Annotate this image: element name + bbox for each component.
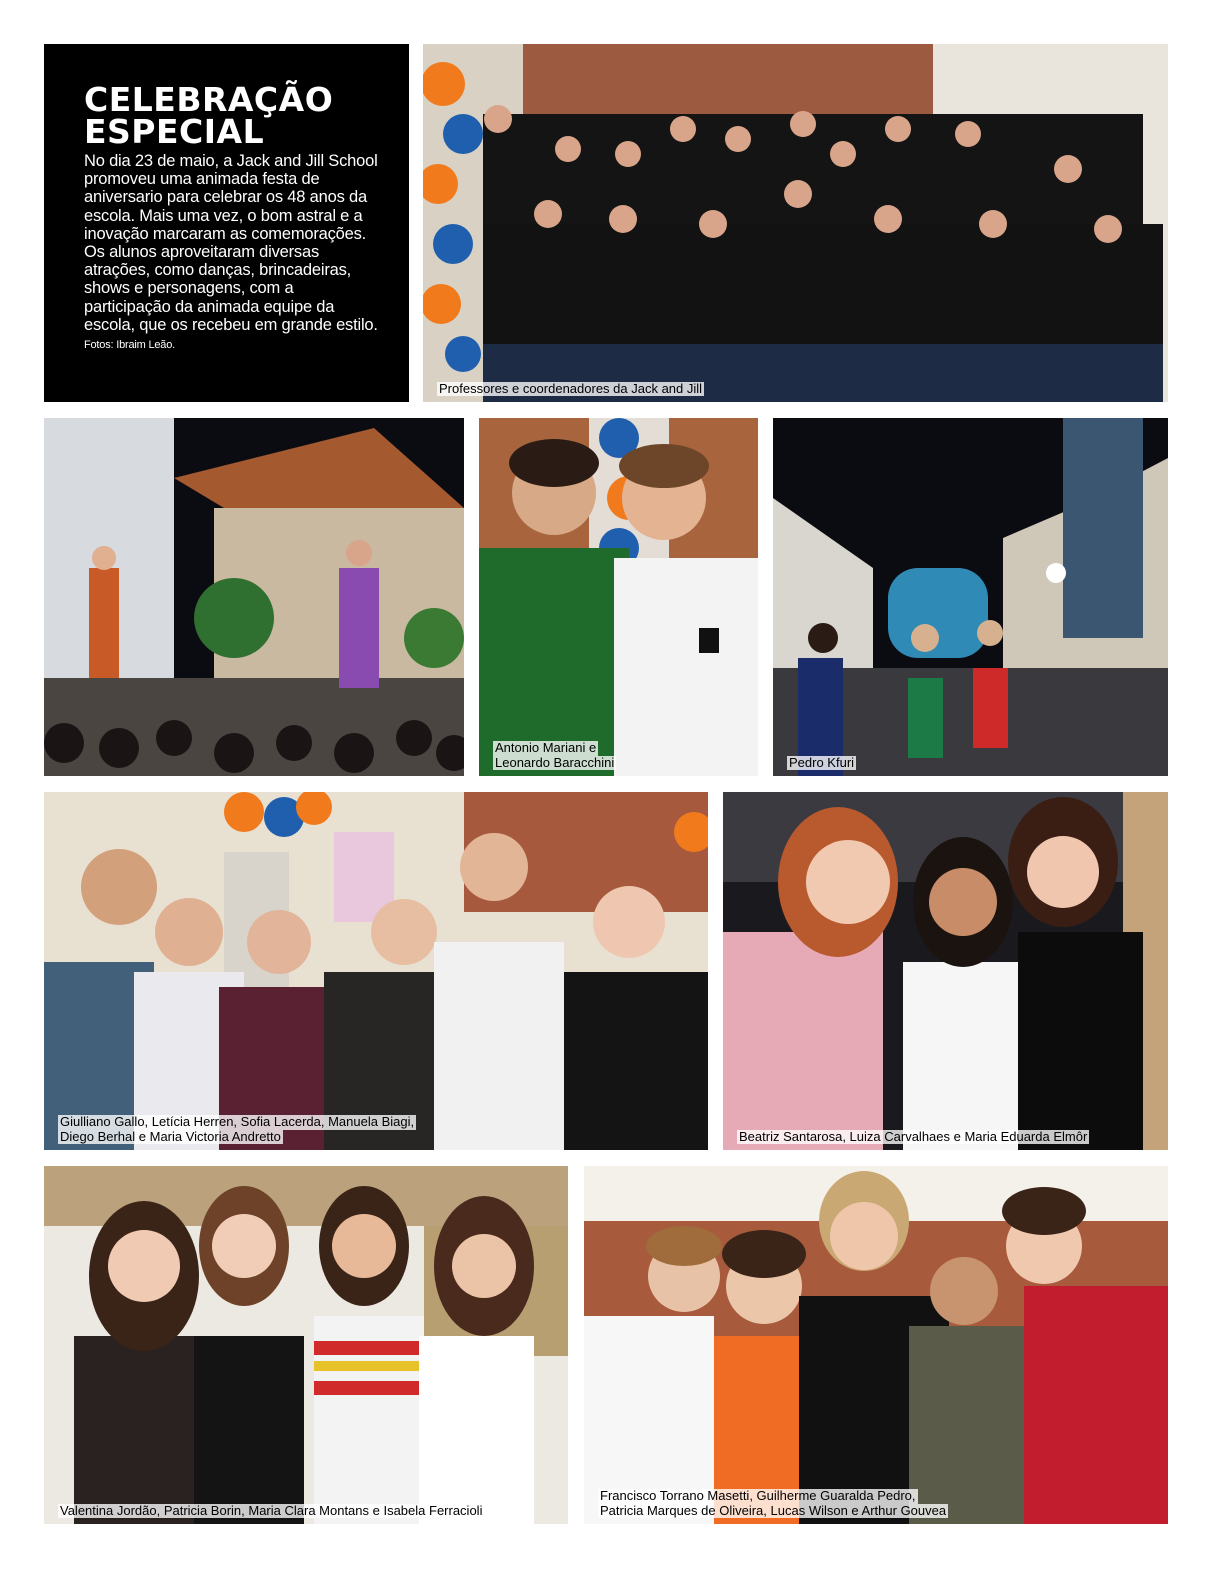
photo-antonio-leonardo (479, 418, 758, 776)
caption-staff-text: Professores e coordenadores da Jack and Jill (439, 380, 703, 396)
title-line-1: CELEBRAÇÃO (84, 80, 334, 119)
photo-pedro (773, 418, 1168, 776)
photo-boys-teacher (584, 1166, 1168, 1524)
photo-staff-group (423, 44, 1168, 402)
boys-teacher-image (584, 1166, 1168, 1524)
caption-four-girls (58, 1504, 484, 1519)
photo-four-girls (44, 1166, 568, 1524)
pedro-image (773, 418, 1168, 776)
caption-antonio-line2: Leonardo Baracchini (495, 754, 615, 770)
caption-boys-line2: Patricia Marques de Oliveira, Lucas Wilson e Arthur Gouvea (600, 1502, 947, 1518)
caption-teen-group (58, 1115, 416, 1144)
article-body (84, 152, 384, 354)
article-body-text: No dia 23 de maio, a Jack and Jill School promoveu uma animada festa de aniversario para celebrar os 48 anos da escola. Mais uma vez, o bom astral e a inovação marcaram as comemorações. Os alunos aproveitaram diversas atrações, como danças, brincadeiras, shows e personagens, com a participação da animada equipe da escola, que os recebeu em grande estilo. (84, 152, 378, 334)
title-line-2: ESPECIAL (84, 112, 265, 151)
caption-teen-line2: Diego Berhal e Maria Victoria Andretto (60, 1128, 281, 1144)
caption-teen-line1: Giulliano Gallo, Letícia Herren, Sofia Lacerda, Manuela Biagi, (60, 1114, 415, 1129)
teen-group-image (44, 792, 708, 1150)
caption-antonio (493, 741, 616, 770)
caption-three-girls-text: Beatriz Santarosa, Luiza Carvalhaes e Maria Eduarda Elmôr (739, 1128, 1088, 1144)
night-show-image (44, 418, 464, 776)
caption-three-girls (737, 1130, 1089, 1145)
photo-three-girls (723, 792, 1168, 1150)
four-girls-image (44, 1166, 568, 1524)
antonio-leonardo-image (479, 418, 758, 776)
photo-teen-group (44, 792, 708, 1150)
photo-credit: Fotos: Ibraim Leão. (84, 339, 175, 352)
three-girls-image (723, 792, 1168, 1150)
article-title (84, 80, 334, 151)
staff-group-image (423, 44, 1168, 402)
caption-four-girls-text: Valentina Jordão, Patricia Borin, Maria Clara Montans e Isabela Ferracioli (60, 1502, 483, 1518)
caption-antonio-line1: Antonio Mariani e (495, 740, 597, 755)
caption-boys-teacher (598, 1489, 948, 1518)
caption-pedro (787, 756, 856, 771)
caption-boys-line1: Francisco Torrano Masetti, Guilherme Guaralda Pedro, (600, 1488, 916, 1503)
photo-night-show (44, 418, 464, 776)
intro-panel (44, 44, 409, 402)
caption-pedro-text: Pedro Kfuri (789, 754, 855, 770)
caption-staff (437, 382, 704, 397)
